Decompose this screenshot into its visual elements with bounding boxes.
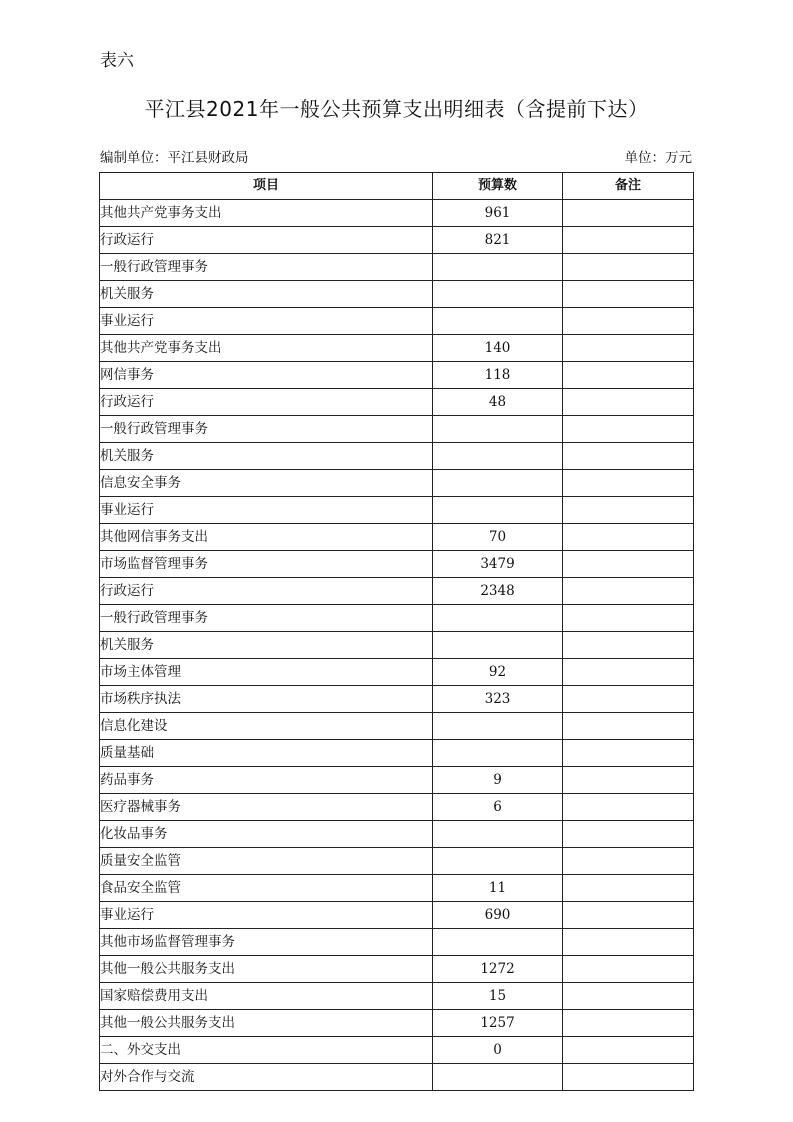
row-note: [563, 929, 694, 956]
row-note: [563, 956, 694, 983]
row-item-name: 其他共产党事务支出: [100, 200, 433, 227]
row-item-name: 其他网信事务支出: [100, 524, 433, 551]
row-note: [563, 389, 694, 416]
table-row: [100, 497, 694, 524]
row-budget-amount: [433, 308, 563, 335]
row-note: [563, 227, 694, 254]
table-row: [100, 1064, 694, 1091]
table-row: [100, 929, 694, 956]
row-note: [563, 1010, 694, 1037]
row-budget-amount: 48: [433, 389, 563, 416]
row-note: [563, 200, 694, 227]
table-row: [100, 956, 694, 983]
row-item-name: 事业运行: [100, 497, 433, 524]
row-budget-amount: 0: [433, 1037, 563, 1064]
table-label: 表六: [100, 51, 134, 71]
table-row: [100, 281, 694, 308]
row-item-name: 行政运行: [100, 227, 433, 254]
row-budget-amount: 961: [433, 200, 563, 227]
row-note: [563, 416, 694, 443]
row-item-name: 机关服务: [100, 443, 433, 470]
row-budget-amount: 821: [433, 227, 563, 254]
row-budget-amount: [433, 821, 563, 848]
row-note: [563, 875, 694, 902]
table-row: [100, 848, 694, 875]
row-item-name: 市场监督管理事务: [100, 551, 433, 578]
row-note: [563, 308, 694, 335]
row-budget-amount: 1257: [433, 1010, 563, 1037]
row-note: [563, 443, 694, 470]
row-note: [563, 470, 694, 497]
row-budget-amount: [433, 713, 563, 740]
row-note: [563, 740, 694, 767]
row-budget-amount: 92: [433, 659, 563, 686]
table-row: [100, 470, 694, 497]
table-row: [100, 524, 694, 551]
row-item-name: 其他共产党事务支出: [100, 335, 433, 362]
row-budget-amount: [433, 929, 563, 956]
table-row: [100, 983, 694, 1010]
table-row: [100, 686, 694, 713]
row-item-name: 化妆品事务: [100, 821, 433, 848]
compiling-unit: 编制单位：平江县财政局: [100, 150, 249, 166]
row-item-name: 质量安全监管: [100, 848, 433, 875]
table-row: [100, 875, 694, 902]
row-item-name: 机关服务: [100, 281, 433, 308]
row-item-name: 其他一般公共服务支出: [100, 1010, 433, 1037]
row-budget-amount: 1272: [433, 956, 563, 983]
table-row: [100, 416, 694, 443]
row-note: [563, 524, 694, 551]
row-note: [563, 821, 694, 848]
row-budget-amount: 6: [433, 794, 563, 821]
row-note: [563, 605, 694, 632]
table-row: [100, 335, 694, 362]
row-budget-amount: [433, 416, 563, 443]
row-item-name: 其他市场监督管理事务: [100, 929, 433, 956]
row-note: [563, 578, 694, 605]
table-body: [100, 200, 694, 1091]
table-row: [100, 443, 694, 470]
row-budget-amount: [433, 470, 563, 497]
table-header-row: [100, 173, 694, 200]
row-item-name: 国家赔偿费用支出: [100, 983, 433, 1010]
table-row: [100, 227, 694, 254]
row-item-name: 市场秩序执法: [100, 686, 433, 713]
table-row: [100, 821, 694, 848]
row-item-name: 质量基础: [100, 740, 433, 767]
table-row: [100, 578, 694, 605]
row-item-name: 信息安全事务: [100, 470, 433, 497]
row-item-name: 行政运行: [100, 389, 433, 416]
row-note: [563, 1037, 694, 1064]
row-item-name: 二、外交支出: [100, 1037, 433, 1064]
row-note: [563, 767, 694, 794]
row-item-name: 行政运行: [100, 578, 433, 605]
row-note: [563, 254, 694, 281]
row-budget-amount: [433, 740, 563, 767]
row-note: [563, 362, 694, 389]
column-header-amount: 预算数: [433, 173, 563, 200]
row-item-name: 其他一般公共服务支出: [100, 956, 433, 983]
row-budget-amount: 323: [433, 686, 563, 713]
row-item-name: 对外合作与交流: [100, 1064, 433, 1091]
row-note: [563, 902, 694, 929]
table-row: [100, 632, 694, 659]
table-row: [100, 767, 694, 794]
table-row: [100, 551, 694, 578]
budget-table: [99, 172, 694, 1091]
table-row: [100, 713, 694, 740]
table-row: [100, 389, 694, 416]
row-budget-amount: [433, 254, 563, 281]
row-item-name: 机关服务: [100, 632, 433, 659]
table-row: [100, 254, 694, 281]
row-note: [563, 1064, 694, 1091]
table-row: [100, 902, 694, 929]
row-note: [563, 713, 694, 740]
row-item-name: 事业运行: [100, 308, 433, 335]
row-note: [563, 632, 694, 659]
row-note: [563, 848, 694, 875]
row-item-name: 医疗器械事务: [100, 794, 433, 821]
table-row: [100, 605, 694, 632]
row-item-name: 一般行政管理事务: [100, 605, 433, 632]
row-budget-amount: [433, 443, 563, 470]
column-header-item: 项目: [100, 173, 433, 200]
table-row: [100, 1010, 694, 1037]
row-note: [563, 659, 694, 686]
row-note: [563, 551, 694, 578]
table-row: [100, 659, 694, 686]
row-budget-amount: 118: [433, 362, 563, 389]
currency-unit: 单位：万元: [624, 150, 692, 166]
table-row: [100, 200, 694, 227]
row-item-name: 药品事务: [100, 767, 433, 794]
row-note: [563, 281, 694, 308]
row-note: [563, 983, 694, 1010]
document-title: 平江县2021年一般公共预算支出明细表（含提前下达）: [144, 97, 649, 121]
row-budget-amount: 140: [433, 335, 563, 362]
row-budget-amount: [433, 1064, 563, 1091]
row-item-name: 事业运行: [100, 902, 433, 929]
row-note: [563, 686, 694, 713]
table-row: [100, 308, 694, 335]
row-item-name: 一般行政管理事务: [100, 416, 433, 443]
row-budget-amount: 3479: [433, 551, 563, 578]
row-note: [563, 335, 694, 362]
row-note: [563, 794, 694, 821]
column-header-note: 备注: [563, 173, 694, 200]
table-row: [100, 362, 694, 389]
row-budget-amount: 2348: [433, 578, 563, 605]
row-budget-amount: 15: [433, 983, 563, 1010]
row-budget-amount: [433, 605, 563, 632]
row-item-name: 食品安全监管: [100, 875, 433, 902]
table-row: [100, 1037, 694, 1064]
row-budget-amount: 690: [433, 902, 563, 929]
row-budget-amount: [433, 497, 563, 524]
row-budget-amount: 11: [433, 875, 563, 902]
row-budget-amount: 70: [433, 524, 563, 551]
row-item-name: 一般行政管理事务: [100, 254, 433, 281]
row-note: [563, 497, 694, 524]
row-budget-amount: [433, 848, 563, 875]
row-budget-amount: [433, 281, 563, 308]
table-row: [100, 740, 694, 767]
row-item-name: 信息化建设: [100, 713, 433, 740]
row-budget-amount: [433, 632, 563, 659]
row-item-name: 市场主体管理: [100, 659, 433, 686]
row-budget-amount: 9: [433, 767, 563, 794]
row-item-name: 网信事务: [100, 362, 433, 389]
table-row: [100, 794, 694, 821]
